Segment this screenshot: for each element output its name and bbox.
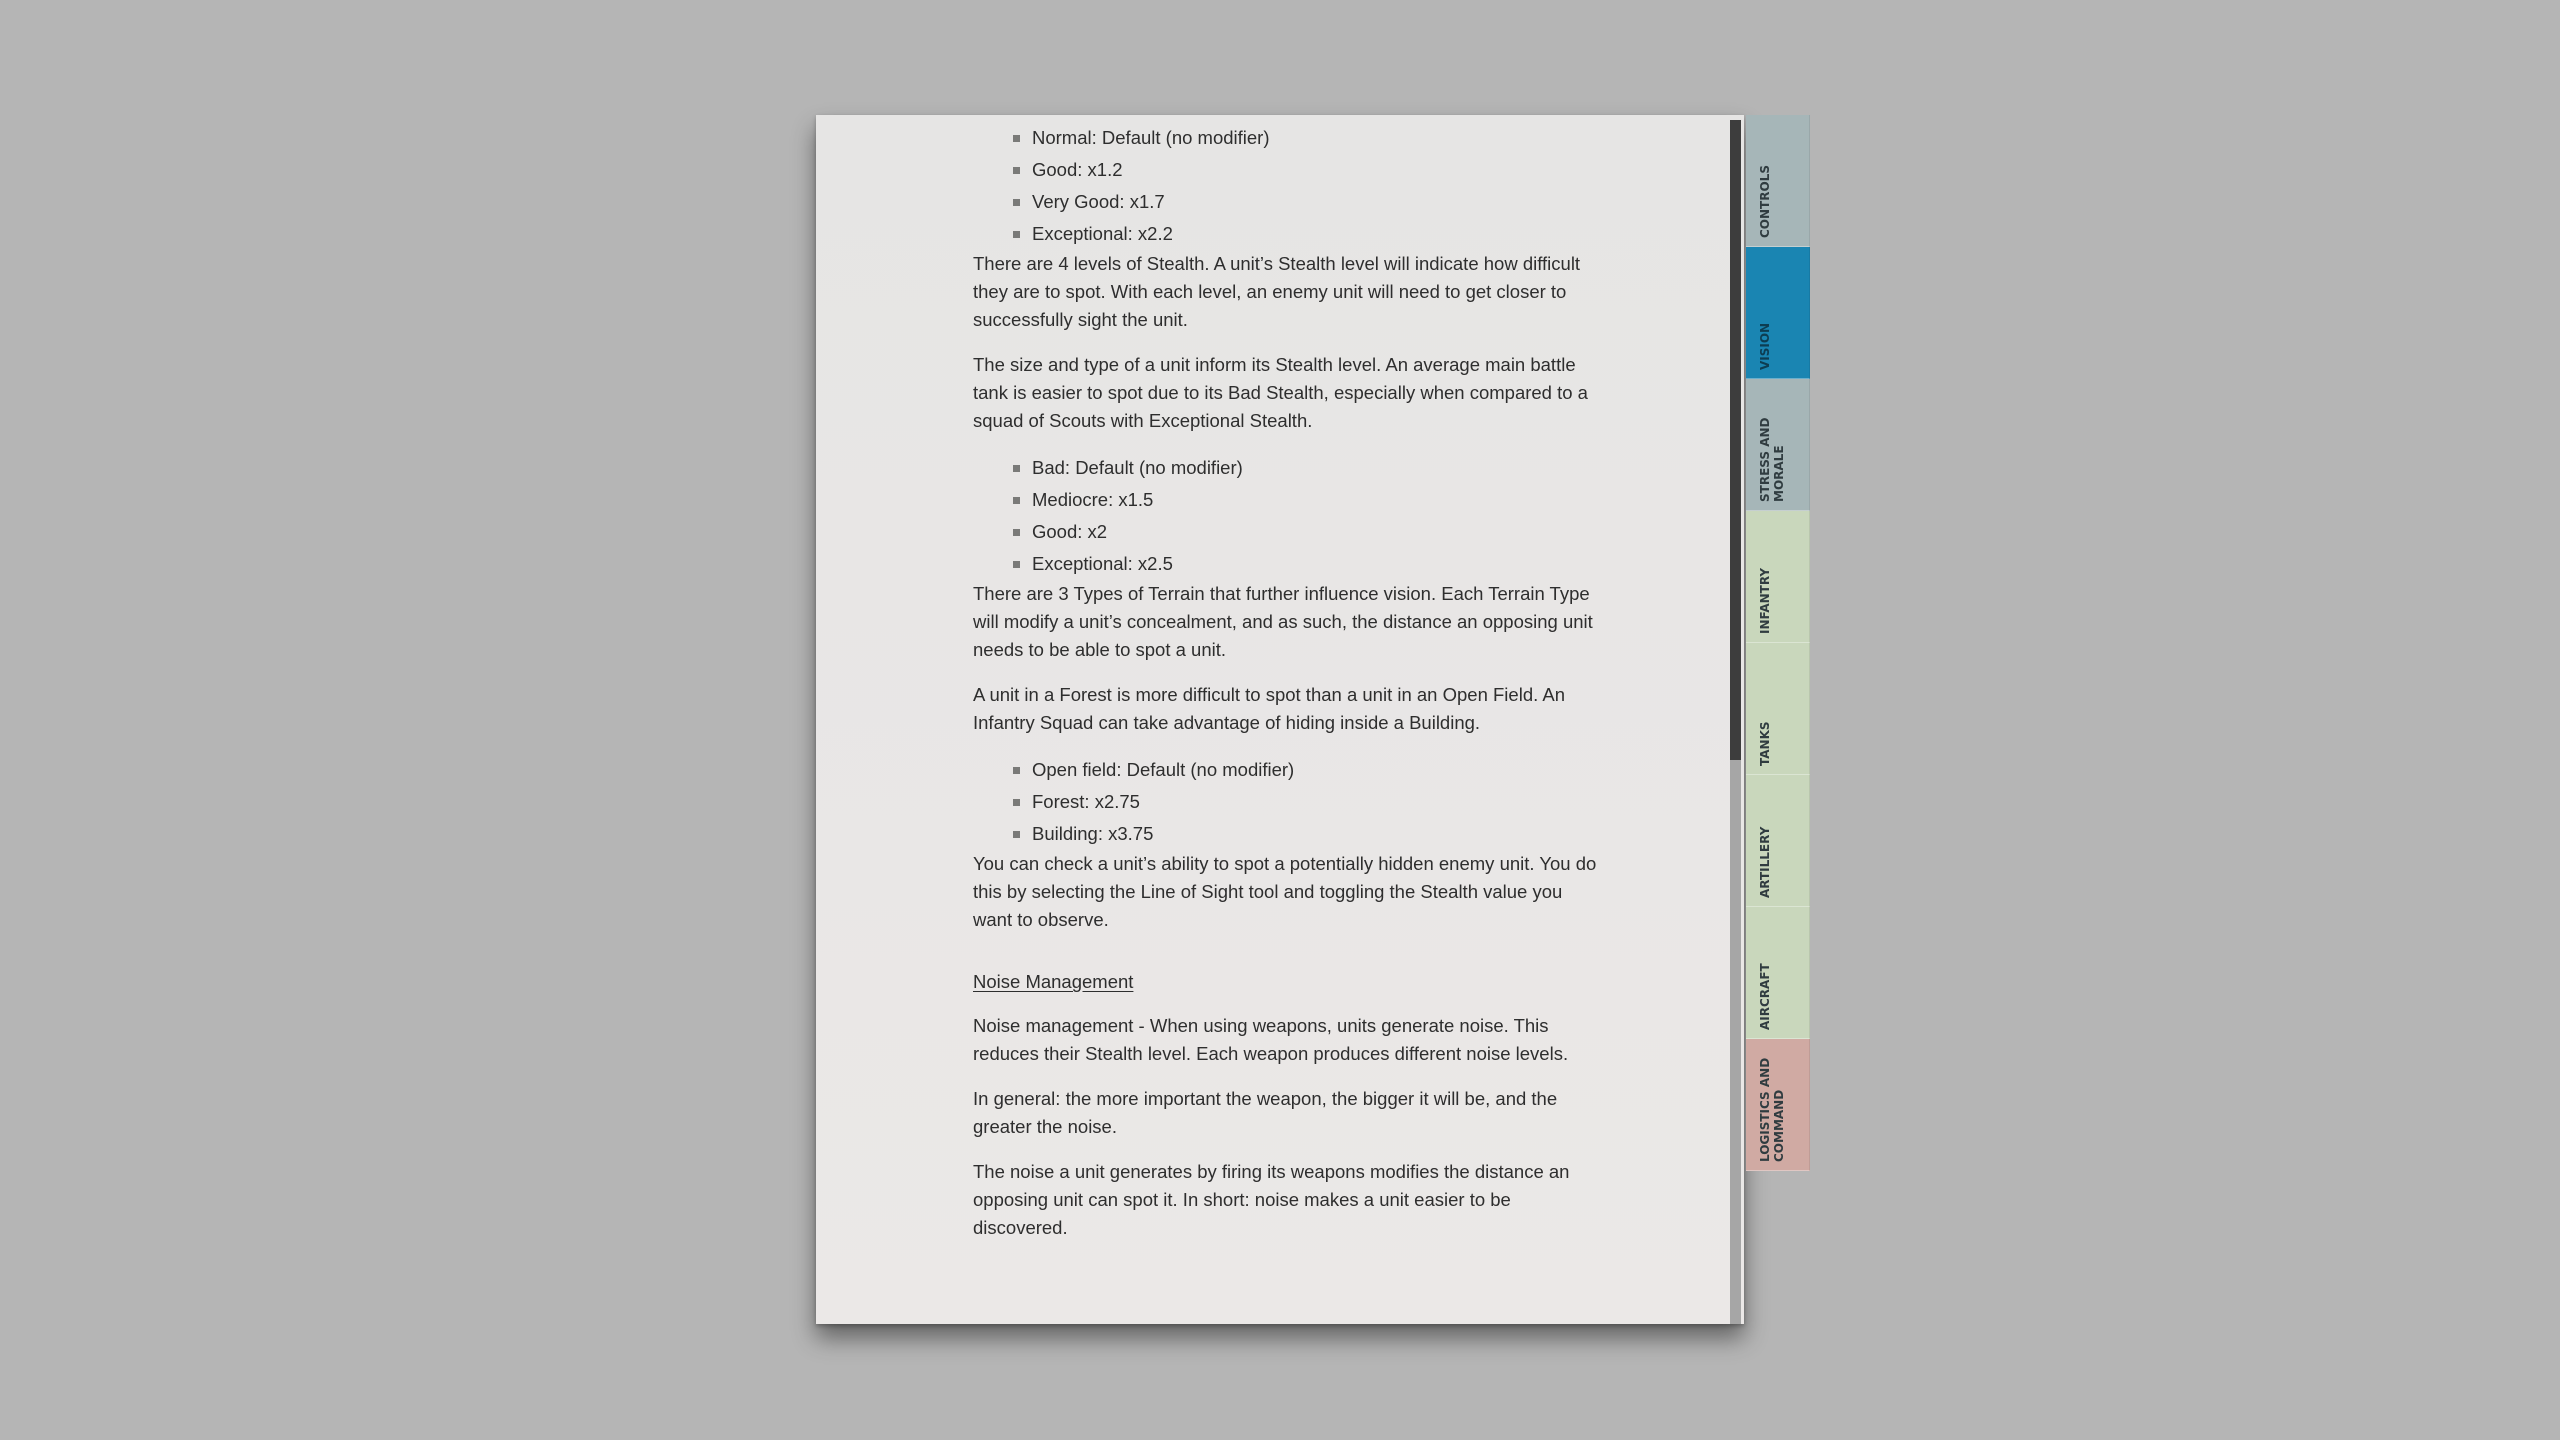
section-tab-strip <box>1746 115 1810 1171</box>
list-item: Exceptional: x2.2 <box>1032 218 1623 250</box>
list-item: Very Good: x1.7 <box>1032 186 1623 218</box>
tab-label: CONTROLS <box>1758 165 1772 238</box>
list-item: Forest: x2.75 <box>1032 786 1623 818</box>
line-of-sight-paragraph: You can check a unit’s ability to spot a potentially hidden enemy unit. You do this by selecting the Line of Sight tool and toggling the Stealth value you want to observe. <box>973 853 1597 930</box>
tab-aircraft[interactable] <box>1746 907 1810 1039</box>
list-item: Open field: Default (no modifier) <box>1032 754 1623 786</box>
stealth-list <box>973 452 1623 580</box>
list-item: Normal: Default (no modifier) <box>1032 122 1623 154</box>
bullet-square-icon <box>1013 831 1020 838</box>
bullet-square-icon <box>1013 497 1020 504</box>
tab-logistics-and-command[interactable] <box>1746 1039 1810 1171</box>
tab-label: TANKS <box>1758 721 1772 766</box>
tab-label: INFANTRY <box>1758 567 1772 634</box>
tab-controls[interactable] <box>1746 115 1810 247</box>
noise-paragraph-2: In general: the more important the weapon, the bigger it will be, and the greater the noise. <box>973 1088 1558 1137</box>
stealth-paragraph-2: The size and type of a unit inform its Stealth level. An average main battle tank is easier to spot due to its Bad Stealth, especially when compared to a squad of Scouts with Exceptional Stealth. <box>973 354 1588 431</box>
page-content <box>973 115 1623 1259</box>
bullet-square-icon <box>1013 799 1020 806</box>
noise-paragraph-1: Noise management - When using weapons, units generate noise. This reduces their Stealth level. Each weapon produces different noise levels. <box>973 1015 1569 1064</box>
list-item: Good: x2 <box>1032 516 1623 548</box>
list-item: Exceptional: x2.5 <box>1032 548 1623 580</box>
bullet-square-icon <box>1013 231 1020 238</box>
list-item: Building: x3.75 <box>1032 818 1623 850</box>
tab-infantry[interactable] <box>1746 511 1810 643</box>
tab-vision[interactable] <box>1746 247 1810 379</box>
tab-label: LOGISTICS AND COMMAND <box>1758 1057 1786 1162</box>
tab-tanks[interactable] <box>1746 643 1810 775</box>
bullet-square-icon <box>1013 561 1020 568</box>
terrain-list <box>973 754 1623 850</box>
bullet-square-icon <box>1013 465 1020 472</box>
noise-management-heading: Noise Management <box>973 971 1134 992</box>
terrain-paragraph-2: A unit in a Forest is more difficult to spot than a unit in an Open Field. An Infantry Squad can take advantage of hiding inside a Building. <box>973 684 1565 733</box>
bullet-square-icon <box>1013 529 1020 536</box>
terrain-paragraph-1: There are 3 Types of Terrain that further influence vision. Each Terrain Type will modify a unit’s concealment, and as such, the distance an opposing unit needs to be able to spot a unit. <box>973 583 1593 660</box>
noise-paragraph-3: The noise a unit generates by firing its weapons modifies the distance an opposing unit can spot it. In short: noise makes a unit easier to be discovered. <box>973 1161 1570 1238</box>
stealth-paragraph-1: There are 4 levels of Stealth. A unit’s Stealth level will indicate how difficult they are to spot. With each level, an enemy unit will need to get closer to successfully sight the unit. <box>973 253 1581 330</box>
bullet-square-icon <box>1013 767 1020 774</box>
tab-stress-and-morale[interactable] <box>1746 379 1810 511</box>
bullet-square-icon <box>1013 135 1020 142</box>
tab-label: ARTILLERY <box>1758 826 1772 898</box>
tab-label: AIRCRAFT <box>1758 963 1772 1030</box>
list-item: Mediocre: x1.5 <box>1032 484 1623 516</box>
tab-label: VISION <box>1758 322 1772 370</box>
scrollbar-thumb[interactable] <box>1730 120 1741 760</box>
quality-list <box>973 122 1623 250</box>
tab-label: STRESS AND MORALE <box>1758 417 1786 502</box>
manual-page <box>816 115 1744 1324</box>
list-item: Good: x1.2 <box>1032 154 1623 186</box>
bullet-square-icon <box>1013 167 1020 174</box>
tab-artillery[interactable] <box>1746 775 1810 907</box>
bullet-square-icon <box>1013 199 1020 206</box>
list-item: Bad: Default (no modifier) <box>1032 452 1623 484</box>
